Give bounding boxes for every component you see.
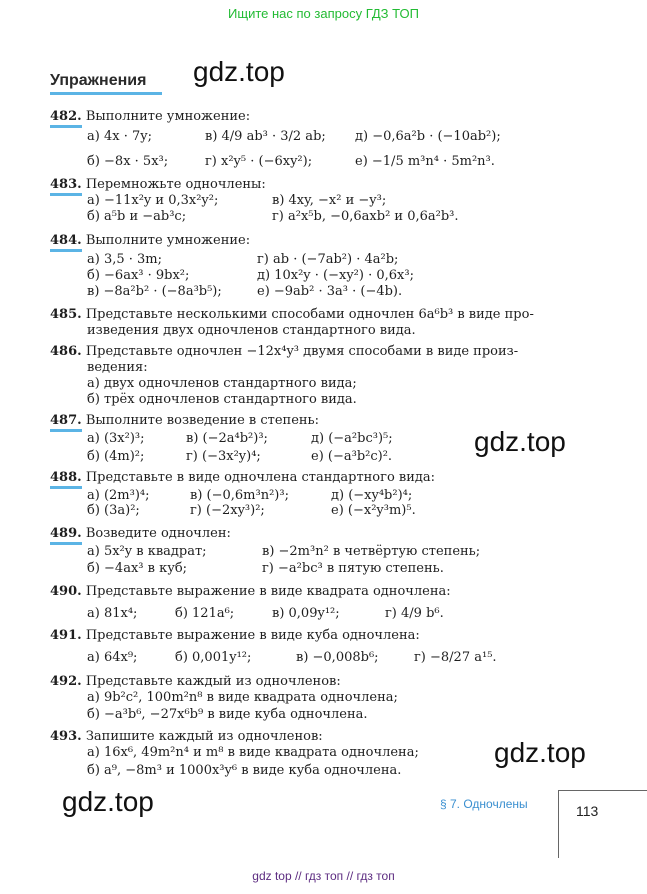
top-banner: Ищите нас по запросу ГДЗ ТОП <box>228 6 419 21</box>
item-a: а) 5x²y в квадрат; <box>87 544 207 559</box>
item-d: д) 10x²y · (−xy²) · 0,6x³; <box>257 268 414 283</box>
exercise-492-title <box>50 674 341 690</box>
section-title-underline <box>50 92 162 95</box>
page-number: 113 <box>576 803 599 819</box>
item-d: д) −0,6a²b · (−10ab²); <box>355 129 501 144</box>
exercise-text: Выполните умножение: <box>85 233 251 248</box>
exercise-number: 487. <box>50 413 82 432</box>
exercise-text: Запишите каждый из одночленов: <box>85 729 323 744</box>
exercise-number: 484. <box>50 233 82 252</box>
item-a: а) 3,5 · 3m; <box>87 252 163 267</box>
item-b: б) 121a⁶; <box>175 606 235 621</box>
item-g: г) (−2xy³)²; <box>190 503 265 518</box>
item-e: е) −1/5 m³n⁴ · 5m²n³. <box>355 154 495 169</box>
item-v: в) −0,008b⁶; <box>296 650 379 665</box>
watermark: gdz.top <box>193 56 285 87</box>
item-g: г) a²x⁵b, −0,6axb² и 0,6a²b³. <box>272 209 459 224</box>
item-v: в) (−2a⁴b²)³; <box>186 431 268 446</box>
exercise-490-title <box>50 584 451 600</box>
item-b: б) −6ax³ · 9bx²; <box>87 268 190 283</box>
exercise-number: 491. <box>50 628 82 643</box>
item-b: б) (4m)²; <box>87 449 145 464</box>
footer-divider <box>558 790 647 791</box>
exercise-number: 482. <box>50 109 82 128</box>
exercise-number: 483. <box>50 177 82 196</box>
exercise-number: 486. <box>50 344 82 359</box>
item-v: в) −8a²b² · (−8a³b⁵); <box>87 284 222 299</box>
exercise-text: Выполните возведение в степень: <box>85 413 320 428</box>
item-b: б) −a³b⁶, −27x⁶b⁹ в виде куба одночлена. <box>87 707 368 722</box>
item-b: б) трёх одночленов стандартного вида. <box>87 392 357 407</box>
item-e: е) −9ab² · 3a³ · (−4b). <box>257 284 403 299</box>
watermark: gdz.top <box>62 786 154 817</box>
item-b: б) a⁵b и −ab³c; <box>87 209 187 224</box>
exercise-number: 485. <box>50 307 82 322</box>
exercise-number: 489. <box>50 526 82 545</box>
watermark: gdz.top <box>474 426 566 457</box>
exercise-text: Представьте каждый из одночленов: <box>85 674 341 689</box>
item-g: г) x²y⁵ · (−6xy²); <box>205 154 313 169</box>
item-g: г) −a²bc³ в пятую степень. <box>262 561 444 576</box>
section-label: § 7. Одночлены <box>440 797 528 811</box>
exercise-488-title <box>50 470 435 486</box>
item-v: в) 4/9 ab³ · 3/2 ab; <box>205 129 326 144</box>
item-d: д) (−xy⁴b²)⁴; <box>331 488 413 503</box>
exercise-text: Выполните умножение: <box>85 109 251 124</box>
exercise-text-continued: ведения: <box>87 360 148 375</box>
watermark: gdz.top <box>494 737 586 768</box>
exercise-486-title <box>50 344 518 360</box>
item-b: б) (3a)²; <box>87 503 140 518</box>
item-a: а) (2m³)⁴; <box>87 488 150 503</box>
exercise-484-title <box>50 233 250 249</box>
item-b: б) 0,001y¹²; <box>175 650 252 665</box>
exercise-number: 492. <box>50 674 82 689</box>
item-v: в) −2m³n² в четвёртую степень; <box>262 544 481 559</box>
item-a: а) −11x²y и 0,3x²y²; <box>87 193 219 208</box>
exercise-485-title <box>50 307 534 323</box>
item-g: г) (−3x²y)⁴; <box>186 449 261 464</box>
item-a: а) двух одночленов стандартного вида; <box>87 376 357 391</box>
exercise-487-title <box>50 413 319 429</box>
item-v: в) (−0,6m³n²)³; <box>190 488 289 503</box>
item-b: б) a⁹, −8m³ и 1000x³y⁶ в виде куба одночлена. <box>87 763 402 778</box>
exercise-text: Перемножьте одночлены: <box>85 177 266 192</box>
item-d: д) (−a²bc³)⁵; <box>311 431 393 446</box>
exercise-number: 490. <box>50 584 82 599</box>
item-b: б) −4ax³ в куб; <box>87 561 188 576</box>
exercise-489-title <box>50 526 231 542</box>
exercise-text: Представьте выражение в виде куба одночлена: <box>85 628 420 643</box>
item-g: г) ab · (−7ab²) · 4a²b; <box>257 252 399 267</box>
exercise-text: Представьте одночлен −12x⁴y³ двумя способами в виде произ- <box>85 344 519 359</box>
item-e: е) (−x²y³m)⁵. <box>331 503 416 518</box>
item-a: а) 81x⁴; <box>87 606 138 621</box>
exercise-493-title <box>50 729 323 745</box>
item-b: б) −8x · 5x³; <box>87 154 169 169</box>
exercise-text-continued: изведения двух одночленов стандартного вида. <box>87 323 416 338</box>
item-a: а) (3x²)³; <box>87 431 145 446</box>
item-a: а) 4x · 7y; <box>87 129 152 144</box>
section-title: Упражнения <box>50 72 147 89</box>
exercise-text: Представьте несколькими способами одночлен 6a⁶b³ в виде про- <box>85 307 534 322</box>
item-a: а) 16x⁶, 49m²n⁴ и m⁸ в виде квадрата одночлена; <box>87 745 419 760</box>
exercise-number: 488. <box>50 470 82 489</box>
exercise-491-title <box>50 628 420 644</box>
item-a: а) 64x⁹; <box>87 650 138 665</box>
item-g: г) −8/27 a¹⁵. <box>414 650 497 665</box>
exercise-text: Представьте в виде одночлена стандартного вида: <box>85 470 436 485</box>
footer-vertical-divider <box>558 790 559 858</box>
item-e: е) (−a³b²c)². <box>311 449 393 464</box>
exercise-text: Представьте выражение в виде квадрата одночлена: <box>85 584 451 599</box>
exercise-text: Возведите одночлен: <box>85 526 231 541</box>
item-g: г) 4/9 b⁶. <box>385 606 444 621</box>
item-v: в) 0,09y¹²; <box>272 606 340 621</box>
exercise-483-title <box>50 177 266 193</box>
bottom-links[interactable]: gdz top // гдз топ // гдз топ <box>252 869 395 883</box>
exercise-number: 493. <box>50 729 82 744</box>
item-a: а) 9b²c², 100m²n⁸ в виде квадрата одночлена; <box>87 690 398 705</box>
item-v: в) 4xy, −x² и −y³; <box>272 193 387 208</box>
exercise-482-title <box>50 109 250 125</box>
